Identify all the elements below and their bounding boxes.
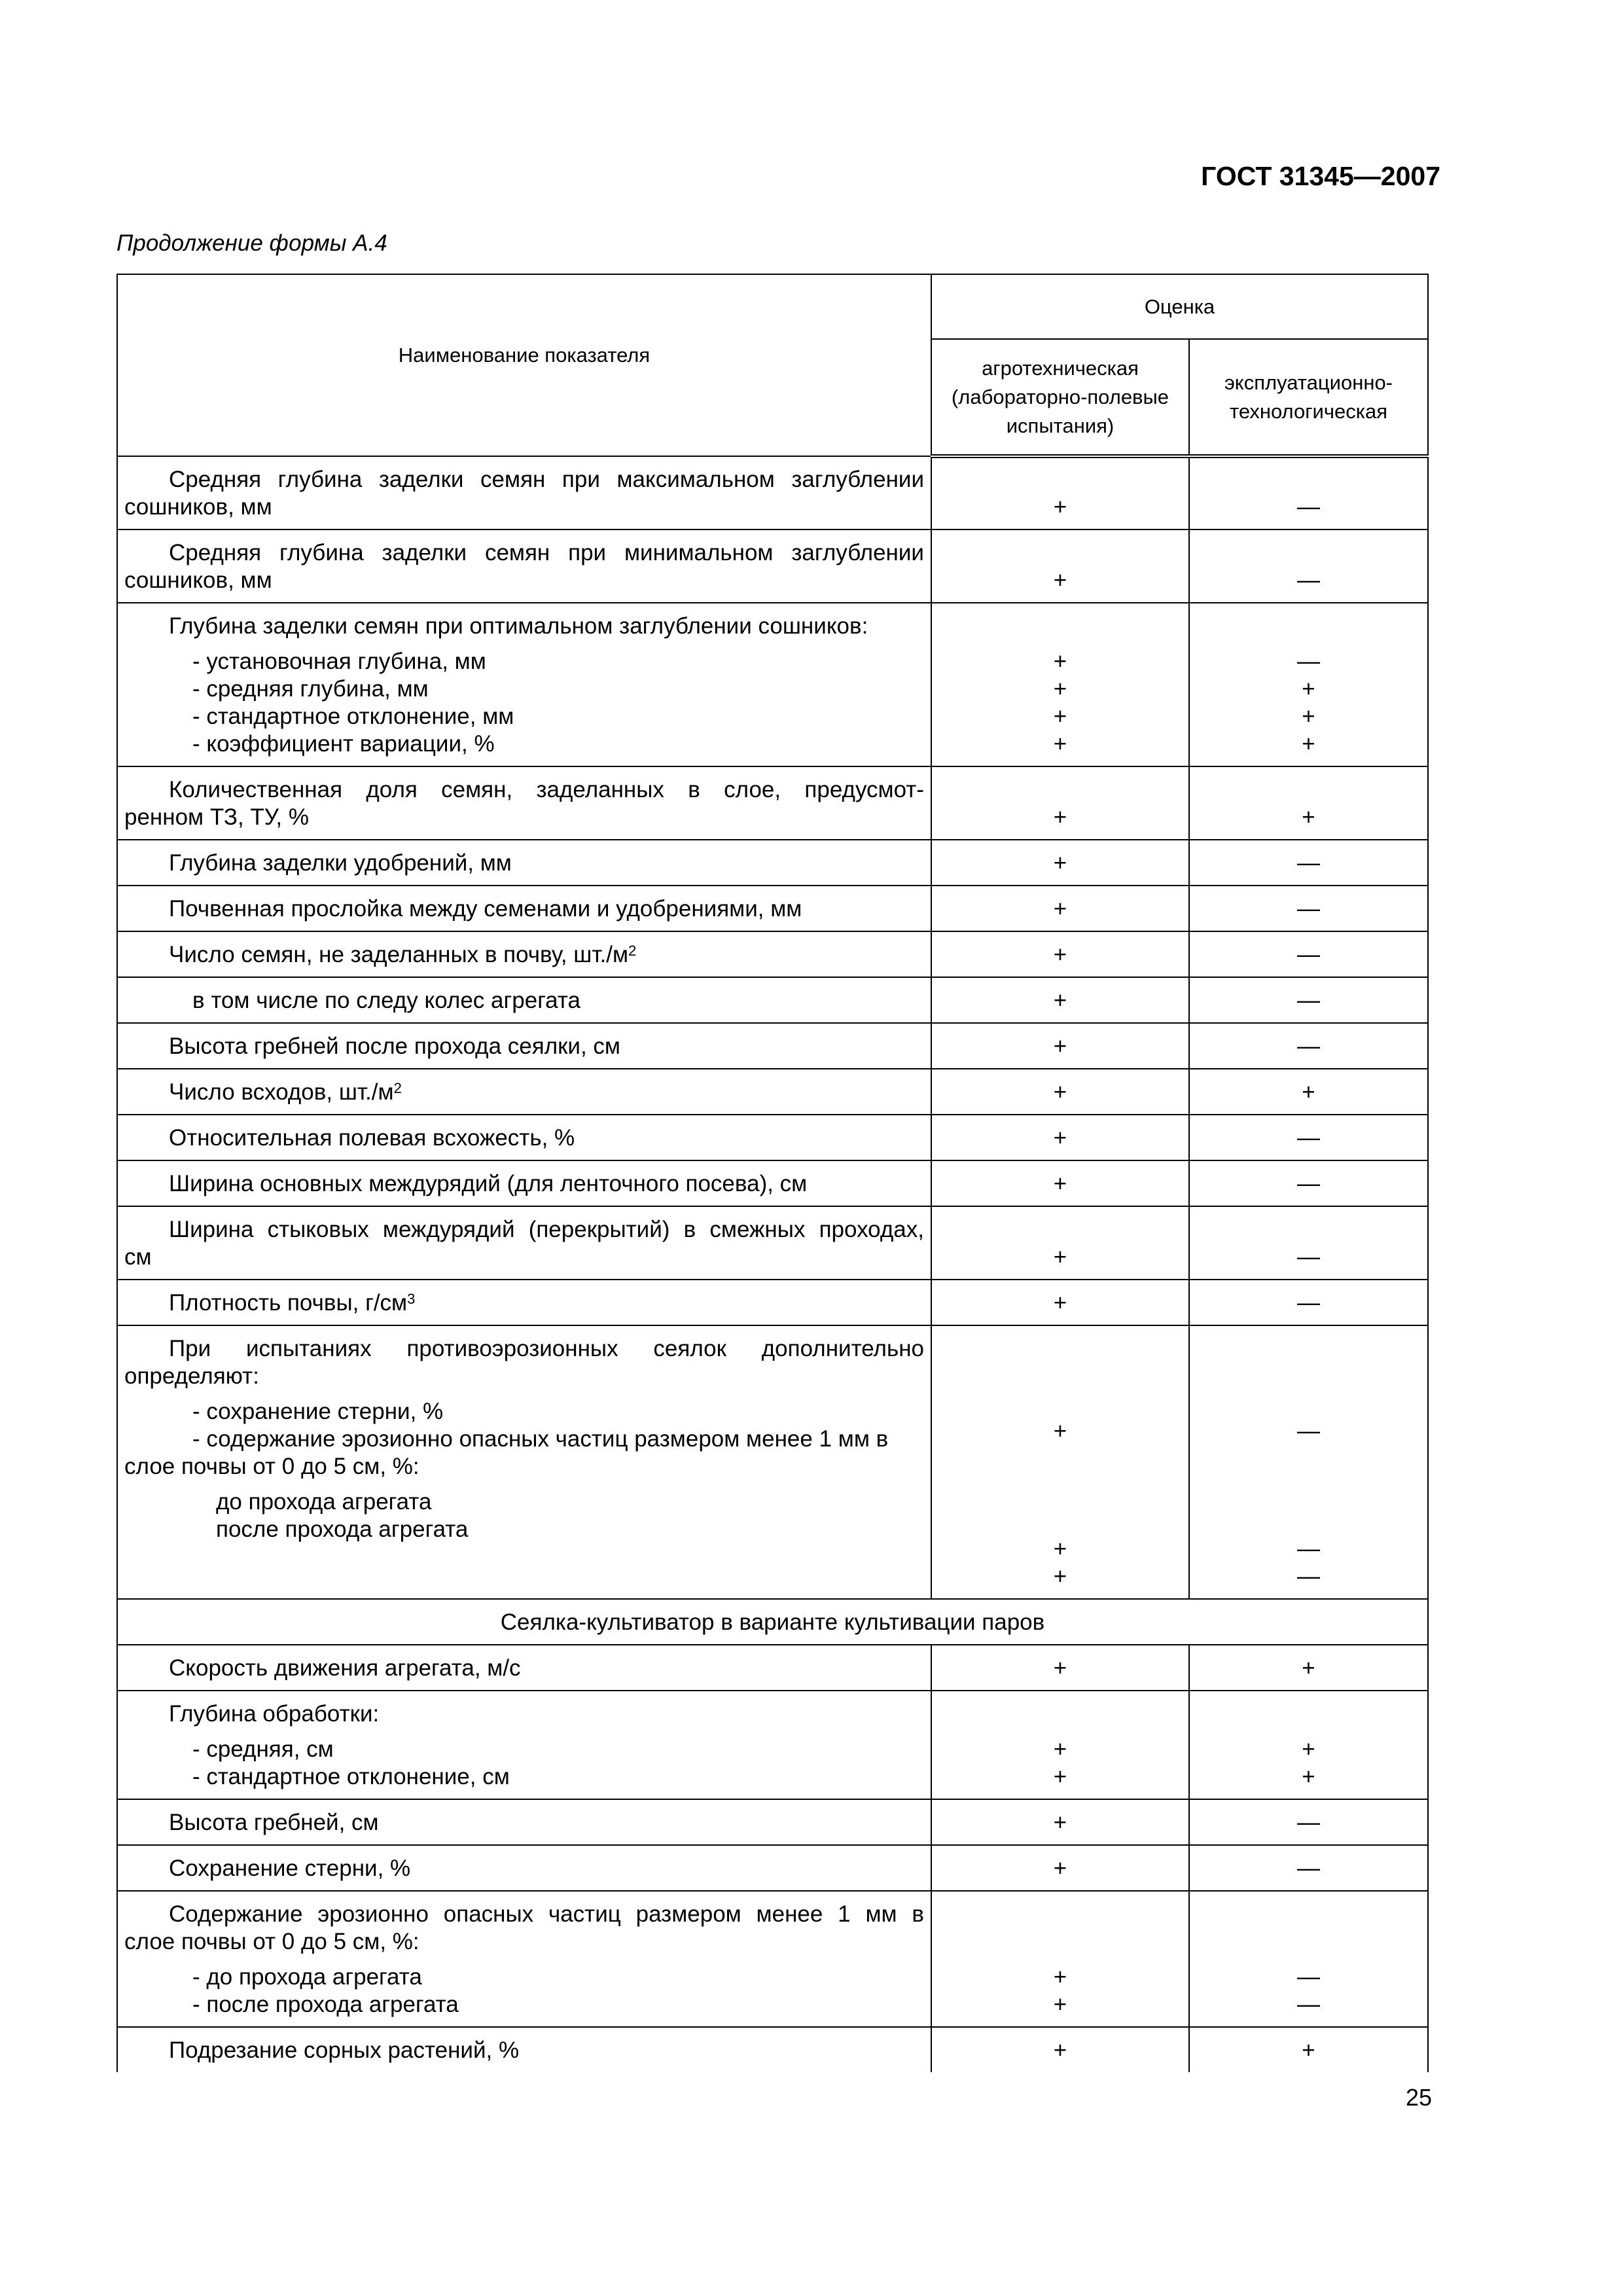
rating-cell: + — [931, 2027, 1189, 2072]
table-row — [117, 529, 1428, 603]
rating-cell: + — [931, 1845, 1189, 1891]
section-title: Сеялка-культиватор в варианте культивации паров — [117, 1599, 1428, 1645]
table-row — [117, 1115, 1428, 1160]
rating-cell: — — — — [1189, 1325, 1428, 1599]
indicator-table — [116, 274, 1429, 2072]
table-row — [117, 1325, 1428, 1599]
table-row — [117, 1691, 1428, 1799]
table-row — [117, 1280, 1428, 1325]
rating-cell: — — [1189, 529, 1428, 603]
rating-cell: + — [931, 886, 1189, 931]
indicator-name-cell: Средняя глубина заделки семян при максимальном заглублении сошников, мм — [117, 456, 931, 529]
indicator-name-cell: Скорость движения агрегата, м/с — [117, 1645, 931, 1691]
standard-number: ГОСТ 31345—2007 — [1201, 161, 1440, 191]
table-row — [117, 1799, 1428, 1845]
rating-cell: + — [1189, 1069, 1428, 1115]
indicator-name-cell: Высота гребней, см — [117, 1799, 931, 1845]
rating-cell: + + + + — [931, 603, 1189, 766]
section-row — [117, 1599, 1428, 1645]
rating-cell: + + — [931, 1891, 1189, 2027]
indicator-name-cell: Высота гребней после прохода сеялки, см — [117, 1023, 931, 1069]
column-header-expl: эксплуатационно- технологическая — [1189, 339, 1428, 456]
rating-cell: + — [931, 977, 1189, 1023]
rating-cell: + — [931, 1160, 1189, 1206]
rating-cell: — + + + — [1189, 603, 1428, 766]
table-row — [117, 1845, 1428, 1891]
indicator-name-cell: Относительная полевая всхожесть, % — [117, 1115, 931, 1160]
column-header-agro: агротехническая (лабораторно-полевые испытания) — [931, 339, 1189, 456]
rating-cell: + — [931, 1799, 1189, 1845]
indicator-name-cell: При испытаниях противоэрозионных сеялок дополнительно определяют: - сохранение стерни, % - содержание эрозионно опасных частиц размером менее 1 мм в слое почвы от 0 до 5 см, %: до прохода агрегата после прохода агрегата — [117, 1325, 931, 1599]
table-row — [117, 766, 1428, 840]
table-row — [117, 1891, 1428, 2027]
rating-cell: — — [1189, 1845, 1428, 1891]
rating-cell: + — [931, 1645, 1189, 1691]
indicator-name-cell: Подрезание сорных растений, % — [117, 2027, 931, 2072]
rating-cell: + — [931, 456, 1189, 529]
table-row — [117, 456, 1428, 529]
column-header-group: Оценка — [931, 274, 1428, 339]
indicator-name-cell: Плотность почвы, $г/см^3$ — [117, 1280, 931, 1325]
rating-cell: + — [931, 840, 1189, 886]
rating-cell: + + — [931, 1691, 1189, 1799]
rating-cell: + — [931, 529, 1189, 603]
rating-cell: — — — [1189, 1891, 1428, 2027]
column-header-name: Наименование показателя — [117, 274, 931, 456]
indicator-name-cell: Содержание эрозионно опасных частиц размером менее 1 мм в слое почвы от 0 до 5 см, %: - до прохода агрегата - после прохода агрегата — [117, 1891, 931, 2027]
rating-cell: + + + — [931, 1325, 1189, 1599]
indicator-name-cell: Ширина основных междурядий (для ленточного посева), см — [117, 1160, 931, 1206]
indicator-name-cell: Число семян, не заделанных в почву, $шт./м^2$ — [117, 931, 931, 977]
indicator-name-cell: Почвенная прослойка между семенами и удобрениями, мм — [117, 886, 931, 931]
rating-cell: + — [931, 1206, 1189, 1280]
rating-cell: + — [1189, 1645, 1428, 1691]
rating-cell: — — [1189, 456, 1428, 529]
table-row — [117, 1160, 1428, 1206]
indicator-name-cell: Число всходов, $шт./м^2$ — [117, 1069, 931, 1115]
rating-cell: — — [1189, 1280, 1428, 1325]
rating-cell: — — [1189, 1115, 1428, 1160]
table-row — [117, 840, 1428, 886]
indicator-name-cell: Глубина заделки семян при оптимальном заглублении сошников: - установочная глубина, мм - средняя глубина, мм - стандартное отклонение, мм - коэффициент вариации, % — [117, 603, 931, 766]
rating-cell: + — [931, 1023, 1189, 1069]
rating-cell: + — [931, 766, 1189, 840]
table-row — [117, 1023, 1428, 1069]
table-row — [117, 886, 1428, 931]
indicator-name-cell: Средняя глубина заделки семян при минимальном заглублении сошников, мм — [117, 529, 931, 603]
table-row — [117, 931, 1428, 977]
page-number: 25 — [1405, 2084, 1432, 2111]
indicator-name-cell: Глубина обработки: - средняя, см - стандартное отклонение, см — [117, 1691, 931, 1799]
rating-cell: — — [1189, 1023, 1428, 1069]
rating-cell: + — [931, 1280, 1189, 1325]
table-row — [117, 1069, 1428, 1115]
rating-cell: + — [1189, 2027, 1428, 2072]
indicator-name-cell: Количественная доля семян, заделанных в слое, предусмот- ренном ТЗ, ТУ, % — [117, 766, 931, 840]
table-row — [117, 603, 1428, 766]
rating-cell: — — [1189, 977, 1428, 1023]
rating-cell: + — [931, 1069, 1189, 1115]
rating-cell: — — [1189, 931, 1428, 977]
rating-cell: — — [1189, 1160, 1428, 1206]
rating-cell: + — [931, 1115, 1189, 1160]
continuation-caption: Продолжение формы А.4 — [116, 230, 387, 256]
indicator-name-cell: в том числе по следу колес агрегата — [117, 977, 931, 1023]
rating-cell: + — [1189, 766, 1428, 840]
table-row — [117, 1645, 1428, 1691]
rating-cell: — — [1189, 1799, 1428, 1845]
indicator-name-cell: Ширина стыковых междурядий (перекрытий) в смежных проходах, см — [117, 1206, 931, 1280]
rating-cell: — — [1189, 1206, 1428, 1280]
rating-cell: + + — [1189, 1691, 1428, 1799]
table-row — [117, 1206, 1428, 1280]
indicator-name-cell: Сохранение стерни, % — [117, 1845, 931, 1891]
rating-cell: + — [931, 931, 1189, 977]
indicator-name-cell: Глубина заделки удобрений, мм — [117, 840, 931, 886]
table-row — [117, 2027, 1428, 2072]
table-row — [117, 977, 1428, 1023]
rating-cell: — — [1189, 886, 1428, 931]
rating-cell: — — [1189, 840, 1428, 886]
